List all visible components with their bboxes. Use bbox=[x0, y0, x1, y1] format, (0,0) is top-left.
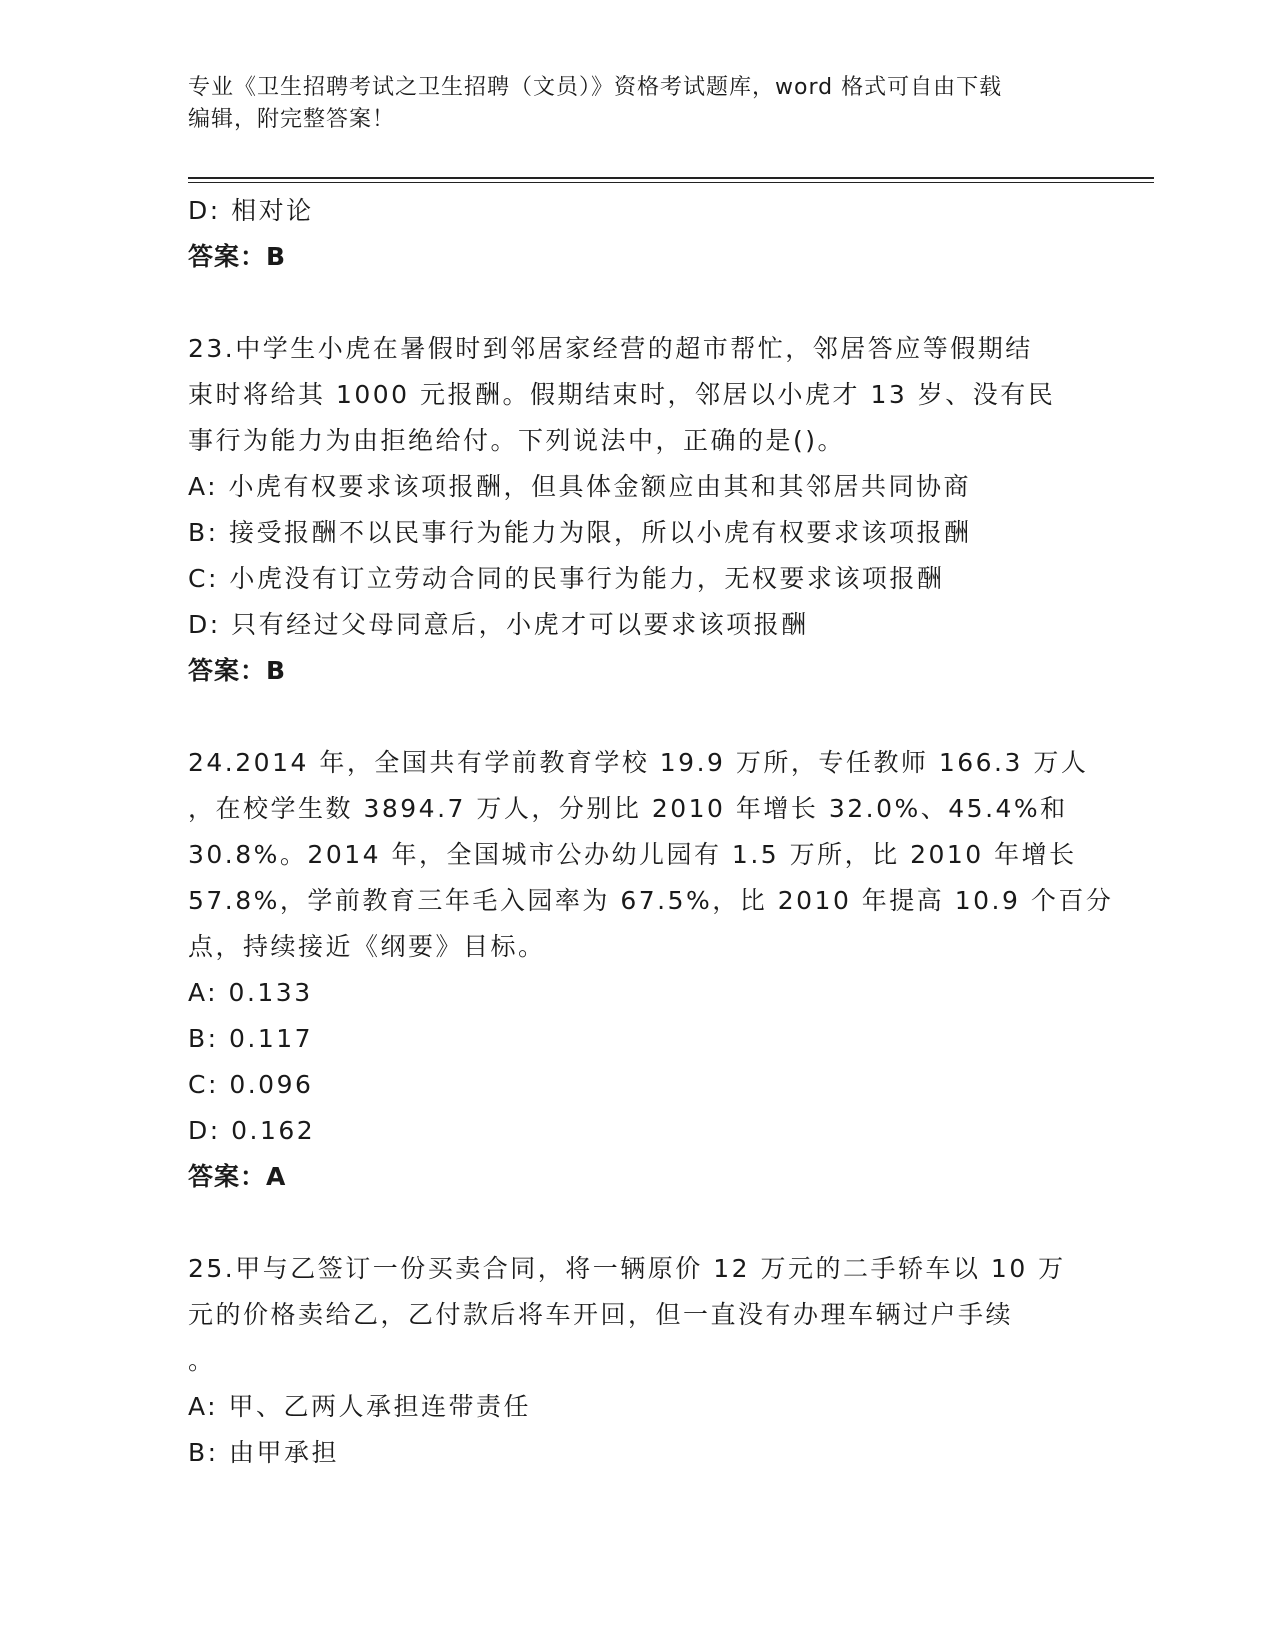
question-text-line: 24.2014 年，全国共有学前教育学校 19.9 万所，专任教师 166.3 万人 bbox=[188, 748, 1089, 777]
question-text-line: 。 bbox=[188, 1346, 216, 1375]
question-25 bbox=[188, 1246, 1068, 1476]
prev-option-d: D: 相对论 bbox=[188, 196, 314, 225]
header-divider-thin bbox=[188, 182, 1154, 183]
header-line-1: 专业《卫生招聘考试之卫生招聘（文员）》资格考试题库，word 格式可自由下载 bbox=[188, 75, 1003, 100]
option-c: C: 小虎没有订立劳动合同的民事行为能力，无权要求该项报酬 bbox=[188, 564, 945, 593]
question-24 bbox=[188, 740, 1114, 1200]
option-b: B: 接受报酬不以民事行为能力为限，所以小虎有权要求该项报酬 bbox=[188, 518, 972, 547]
answer: 答案：A bbox=[188, 1162, 287, 1191]
document-header bbox=[188, 72, 1088, 136]
option-a: A: 小虎有权要求该项报酬，但具体金额应由其和其邻居共同协商 bbox=[188, 472, 972, 501]
question-text-line: ，在校学生数 3894.7 万人，分别比 2010 年增长 32.0%、45.4%和 bbox=[188, 794, 1068, 823]
question-text-line: 57.8%，学前教育三年毛入园率为 67.5%，比 2010 年提高 10.9 个百分 bbox=[188, 886, 1114, 915]
spacer bbox=[188, 280, 1068, 326]
question-content bbox=[188, 188, 1114, 1476]
option-d: D: 0.162 bbox=[188, 1116, 316, 1145]
option-a: A: 甲、乙两人承担连带责任 bbox=[188, 1392, 532, 1421]
option-c: C: 0.096 bbox=[188, 1070, 314, 1099]
option-a: A: 0.133 bbox=[188, 978, 313, 1007]
option-d: D: 只有经过父母同意后，小虎才可以要求该项报酬 bbox=[188, 610, 809, 639]
answer: 答案：B bbox=[188, 656, 287, 685]
option-b: B: 由甲承担 bbox=[188, 1438, 340, 1467]
question-text-line: 30.8%。2014 年，全国城市公办幼儿园有 1.5 万所，比 2010 年增长 bbox=[188, 840, 1077, 869]
option-b: B: 0.117 bbox=[188, 1024, 314, 1053]
spacer bbox=[188, 1200, 1068, 1246]
header-divider-thick bbox=[188, 177, 1154, 179]
header-line-2: 编辑，附完整答案！ bbox=[188, 107, 396, 132]
question-text-line: 点，持续接近《纲要》目标。 bbox=[188, 932, 546, 961]
question-text-line: 元的价格卖给乙，乙付款后将车开回，但一直没有办理车辆过户手续 bbox=[188, 1300, 1014, 1329]
spacer bbox=[188, 694, 1068, 740]
question-text-line: 束时将给其 1000 元报酬。假期结束时，邻居以小虎才 13 岁、没有民 bbox=[188, 380, 1056, 409]
prev-answer: 答案：B bbox=[188, 242, 287, 271]
question-text-line: 事行为能力为由拒绝给付。下列说法中，正确的是()。 bbox=[188, 426, 846, 455]
question-text-line: 23.中学生小虎在暑假时到邻居家经营的超市帮忙，邻居答应等假期结 bbox=[188, 334, 1033, 363]
question-text-line: 25.甲与乙签订一份买卖合同，将一辆原价 12 万元的二手轿车以 10 万 bbox=[188, 1254, 1066, 1283]
question-23 bbox=[188, 326, 1068, 694]
